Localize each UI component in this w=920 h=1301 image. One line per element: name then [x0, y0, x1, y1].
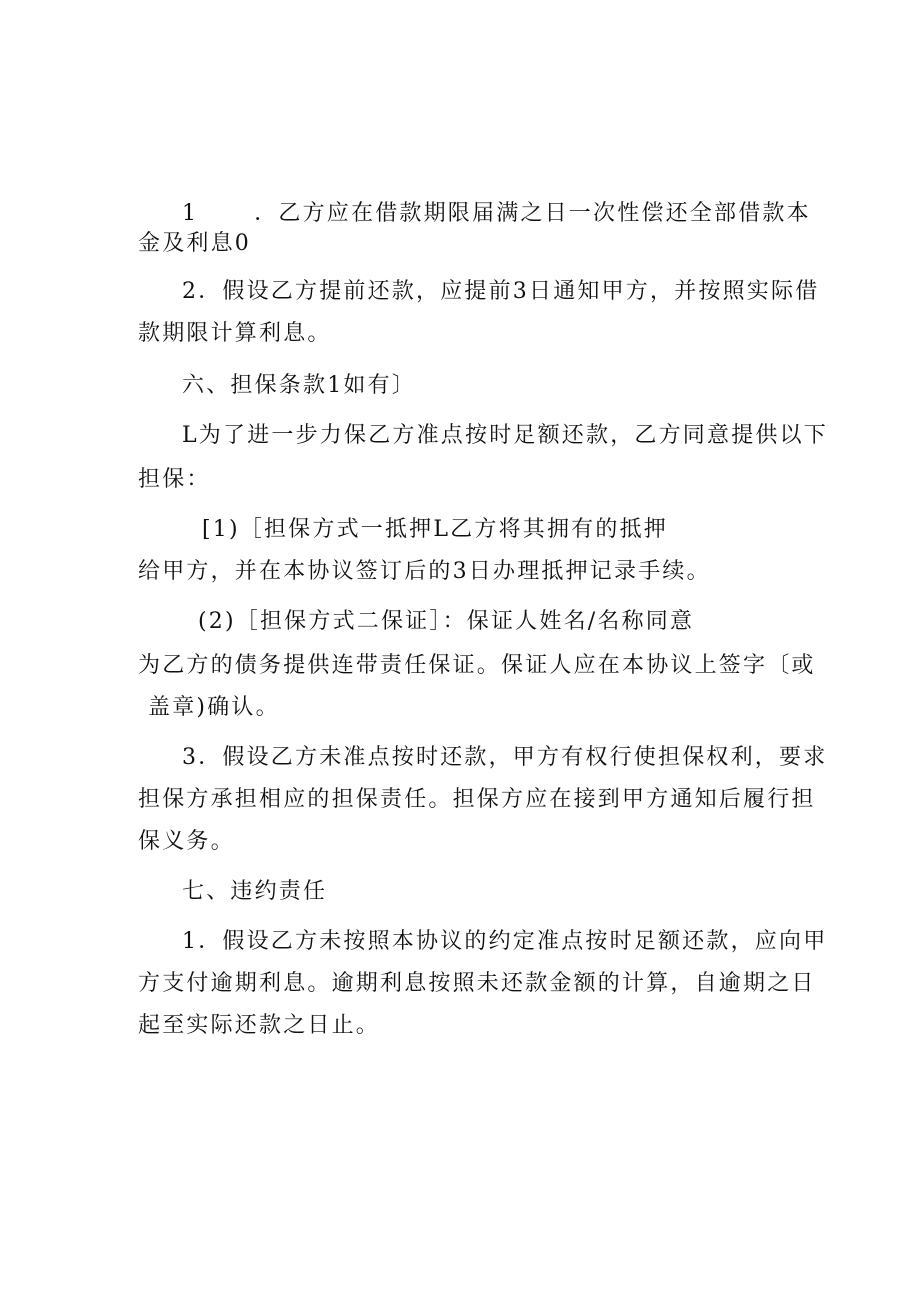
clause-6-3-line-1: 3．假设乙方未准点按时还款，甲方有权行使担保权利，要求: [182, 745, 828, 770]
clause-6-1-2-line-3: 盖章)确认。: [148, 695, 280, 720]
clause-5-1-text: ．乙方应在借款期限届满之日一次性偿还全部借款本: [254, 201, 811, 226]
clause-6-1-line-1: L为了进一步力保乙方准点按时足额还款，乙方同意提供以下: [182, 423, 829, 448]
clause-5-1-line-1: [182, 199, 811, 229]
section-7-heading: 七、违约责任: [182, 879, 328, 904]
clause-6-1-1-line-1: [1)［担保方式一抵押L乙方将其拥有的抵押: [202, 517, 668, 542]
clause-6-1-2-line-2: 为乙方的债务提供连带责任保证。保证人应在本协议上签字〔或: [138, 653, 816, 678]
clause-7-1-line-3: 起至实际还款之日止。: [138, 1013, 381, 1038]
clause-6-1-line-2: 担保：: [138, 467, 211, 492]
clause-6-3-line-2: 担保方承担相应的担保责任。担保方应在接到甲方通知后履行担: [138, 787, 816, 812]
clause-7-1-line-1: 1．假设乙方未按照本协议的约定准点按时足额还款，应向甲: [182, 929, 828, 954]
clause-5-1-line-2: 金及利息0: [138, 231, 251, 256]
section-6-heading: 六、担保条款1如有〕: [182, 373, 416, 398]
clause-6-3-line-3: 保义务。: [138, 829, 235, 854]
clause-5-2-line-1: 2．假设乙方提前还款，应提前3日通知甲方，并按照实际借: [182, 279, 820, 304]
clause-6-1-2-line-1: (2)［担保方式二保证］：保证人姓名/名称同意: [198, 609, 695, 634]
clause-7-1-line-2: 方支付逾期利息。逾期利息按照未还款金额的计算，自逾期之日: [138, 971, 816, 996]
clause-5-1-number: 1: [182, 201, 199, 226]
clause-5-2-line-2: 款期限计算利息。: [138, 321, 332, 346]
clause-6-1-1-line-2: 给甲方，并在本协议签订后的3日办理抵押记录手续。: [138, 559, 711, 584]
